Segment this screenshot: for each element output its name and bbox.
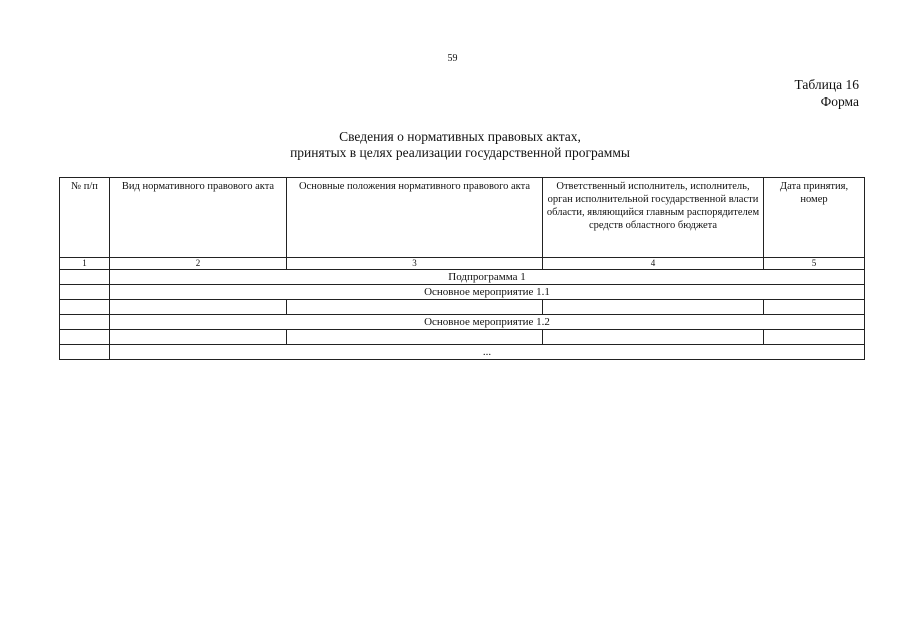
table-row — [60, 330, 865, 345]
table-cell — [60, 300, 110, 315]
header-executor-label: Ответственный исполнитель, исполнитель, орган исполнительной государственной власти области, являющийся главным распорядителем средств областного бюджета — [546, 181, 760, 231]
column-number-2: 2 — [110, 258, 287, 270]
subprogram-number-cell — [60, 270, 110, 285]
activity-2-row — [60, 315, 865, 330]
header-cell-act-type — [110, 178, 287, 258]
table-cell — [543, 300, 764, 315]
document-title — [0, 129, 905, 161]
table-cell — [764, 300, 865, 315]
table-cell — [60, 330, 110, 345]
table-cell — [110, 330, 287, 345]
header-cell-provisions — [287, 178, 543, 258]
activity-2-title: Основное мероприятие 1.2 — [110, 315, 865, 330]
subprogram-title: Подпрограмма 1 — [110, 270, 865, 285]
activity-1-number-cell — [60, 285, 110, 300]
table-row — [60, 300, 865, 315]
continuation-ellipsis: ... — [110, 345, 865, 360]
continuation-number-cell — [60, 345, 110, 360]
table-cell — [543, 330, 764, 345]
table-cell — [764, 330, 865, 345]
table-number-label: Таблица 16 — [794, 77, 859, 92]
table-cell — [110, 300, 287, 315]
column-number-5: 5 — [764, 258, 865, 270]
table-caption — [795, 76, 860, 110]
column-number-1: 1 — [60, 258, 110, 270]
title-line-2: принятых в целях реализации государственной программы — [290, 145, 630, 160]
column-number-row — [60, 258, 865, 270]
header-cell-date — [764, 178, 865, 258]
page-number: 59 — [447, 53, 458, 64]
column-number-4: 4 — [543, 258, 764, 270]
activity-1-title: Основное мероприятие 1.1 — [110, 285, 865, 300]
header-date-label: Дата принятия, номер — [779, 181, 849, 205]
header-cell-executor — [543, 178, 764, 258]
continuation-row — [60, 345, 865, 360]
legal-acts-table — [59, 177, 865, 360]
table-header-row — [60, 178, 865, 258]
activity-2-number-cell — [60, 315, 110, 330]
header-number-label: № п/п — [71, 181, 98, 192]
table-cell — [287, 330, 543, 345]
subprogram-row — [60, 270, 865, 285]
column-number-3: 3 — [287, 258, 543, 270]
activity-1-row — [60, 285, 865, 300]
header-provisions-label: Основные положения нормативного правового акта — [298, 181, 531, 192]
form-label: Форма — [820, 94, 859, 109]
header-cell-number — [60, 178, 110, 258]
header-act-type-label: Вид нормативного правового акта — [121, 181, 275, 192]
title-line-1: Сведения о нормативных правовых актах, — [339, 129, 581, 144]
table-cell — [287, 300, 543, 315]
